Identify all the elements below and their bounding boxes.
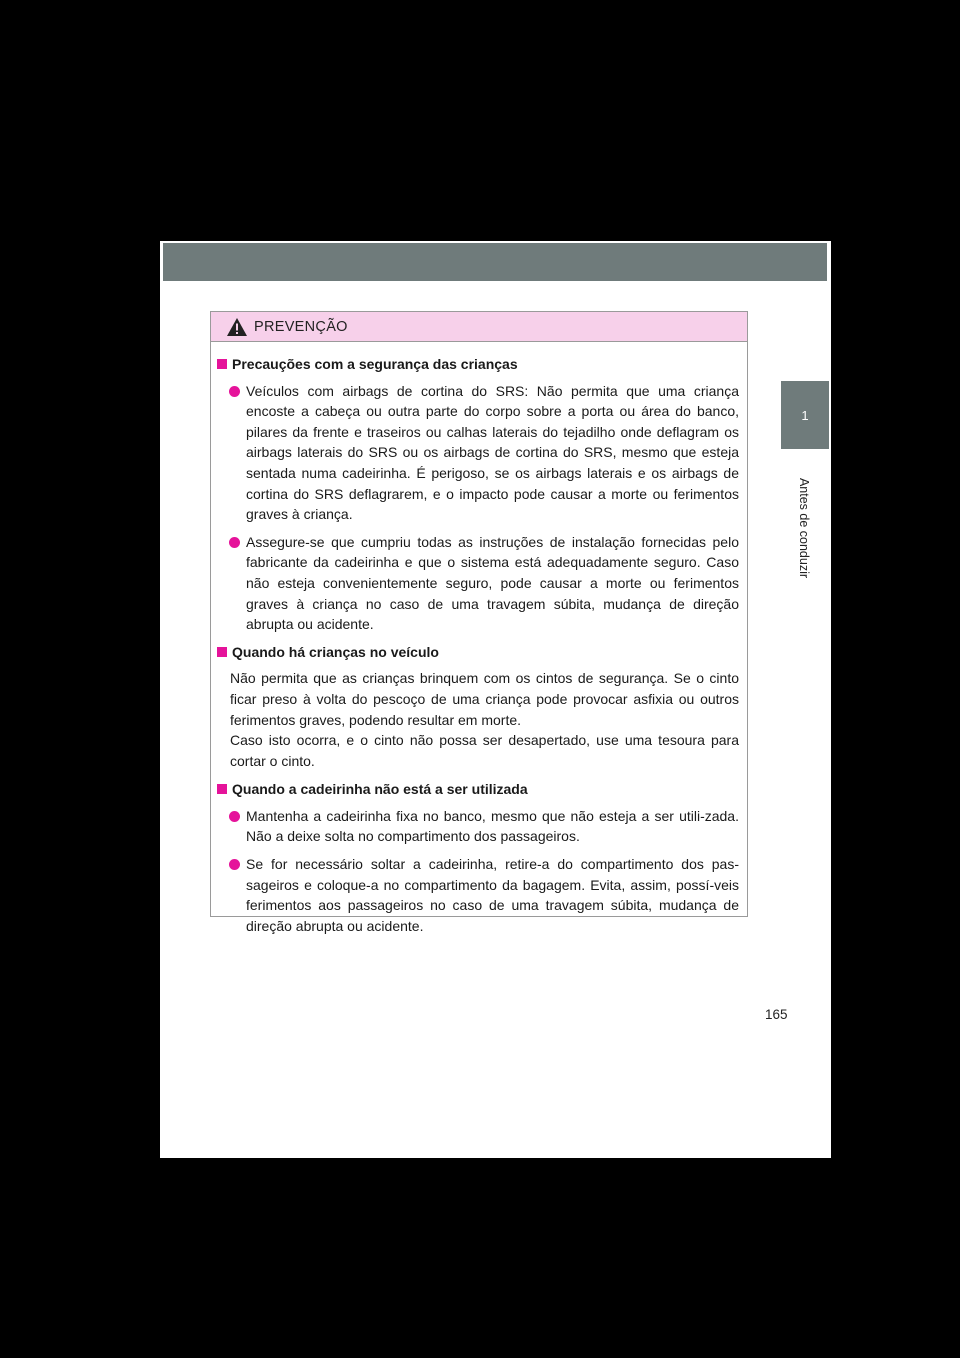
- list-item: Veículos com airbags de cortina do SRS: Não permita que uma criança encoste a cabeça ou outra parte do corpo sobre a porta ou área do banco, pilares da frente e traseiros ou calhas laterais do tejadilho onde deflagram os airbags laterais do SRS ou os airbags de cortina do SRS, mesmo que esteja sentada numa cadeirinha. É perigoso, se os airbags laterais e os airbags de cortina do SRS deflagrarem, e o impacto pode causar a morte ou ferimentos graves à criança.: [229, 381, 739, 525]
- warning-body: [211, 342, 747, 936]
- chapter-title: Antes de conduzir: [797, 477, 811, 579]
- section-heading: Quando a cadeirinha não está a ser utilizada: [217, 779, 739, 800]
- chapter-tab: [781, 381, 829, 449]
- page-number: 165: [765, 1007, 788, 1022]
- section-heading: Quando há crianças no veículo: [217, 642, 739, 663]
- list-item: Assegure-se que cumpriu todas as instruções de instalação fornecidas pelo fabricante da cadeirinha e que o sistema está adequadamente seguro. Caso não esteja convenientemente seguro, pode causar a morte ou ferimentos graves à criança no caso de uma travagem súbita, mudança de direção abrupta ou acidente.: [229, 532, 739, 635]
- square-bullet-icon: [217, 784, 227, 794]
- paragraph: Caso isto ocorra, e o cinto não possa ser desapertado, use uma tesoura para cortar o cinto.: [230, 732, 739, 769]
- chapter-label: [788, 458, 820, 598]
- section-heading: Precauções com a segurança das crianças: [217, 354, 739, 375]
- warning-box: [210, 311, 748, 934]
- square-bullet-icon: [217, 359, 227, 369]
- list-item: Se for necessário soltar a cadeirinha, retire-a do compartimento dos pas-sageiros e coloque-a no compartimento da bagagem. Evita, assim, possí-veis ferimentos aos passageiros no caso de uma travagem súbita, mudança de direção abrupta ou acidente.: [229, 854, 739, 936]
- round-bullet-icon: [229, 386, 240, 397]
- manual-page: [160, 241, 831, 1158]
- warning-title: PREVENÇÃO: [254, 318, 348, 335]
- paragraph: Não permita que as crianças brinquem com os cintos de segurança. Se o cinto ficar preso à volta do pescoço de uma criança pode provocar asfixia ou outros ferimentos graves, podendo resultar em morte.: [230, 670, 739, 728]
- list-item: Mantenha a cadeirinha fixa no banco, mesmo que não esteja a ser utili-zada. Não a deixe solta no compartimento dos passageiros.: [229, 806, 739, 847]
- paragraph-block: [217, 668, 739, 771]
- header-bar: [163, 243, 827, 281]
- round-bullet-icon: [229, 537, 240, 548]
- warning-header: [211, 312, 747, 342]
- warning-triangle-icon: [226, 317, 248, 337]
- square-bullet-icon: [217, 647, 227, 657]
- round-bullet-icon: [229, 859, 240, 870]
- round-bullet-icon: [229, 811, 240, 822]
- chapter-number: 1: [801, 407, 809, 423]
